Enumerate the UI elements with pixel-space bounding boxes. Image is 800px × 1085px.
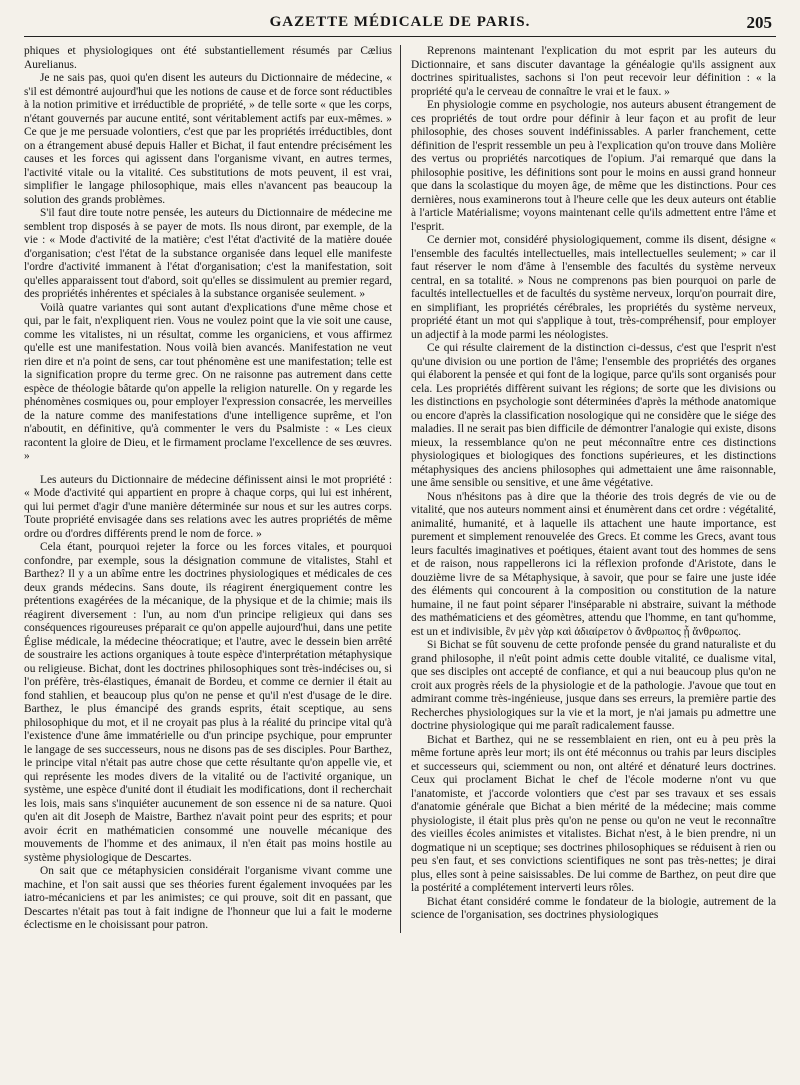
left-column <box>24 45 400 933</box>
page-header <box>24 14 776 37</box>
page-number: 205 <box>746 13 772 32</box>
paragraph: Bichat et Barthez, qui ne se ressemblaient en rien, ont eu à peu près la même fortune après leur mort; ils ont été méconnus ou trahis par leurs disciples et successeurs qui, sciemment ou non, ont altéré et dénaturé leurs doctrines. Ceux qui proclament Bichat le chef de l'école moderne n'ont vu que l'anatomiste, et j'accorde volontiers que c'est par ses travaux et ses essais d'anatomie générale que Bichat a bien mérité de la médecine; mais comme physiologiste, il était plus près qu'on ne pense ou qu'on ne veut le reconnaître des vieilles écoles animistes et vitalistes. Bichat n'est, à le bien prendre, ni un dogmatique ni un sceptique; ses doctrines philosophiques se réduisent à rien ou peu s'en faut, et ses convictions scientifiques ne sont pas très-nettes; je dirai plus, elles sont à peine saisissables. De lui comme de Barthez, on peut dire que la postérité a complétement interverti leurs rôles. <box>411 733 776 894</box>
journal-title: GAZETTE MÉDICALE DE PARIS. <box>269 14 531 30</box>
text-columns <box>24 45 776 933</box>
paragraph: phiques et physiologiques ont été substantiellement résumés par Cælius Aurelianus. <box>24 45 392 71</box>
paragraph: Je ne sais pas, quoi qu'en disent les auteurs du Dictionnaire de médecine, « s'il est démontré aujourd'hui que les notions de cause et de force sont réductibles à la notion primitive et irréductible de propriété, » de telle sorte « que les corps, n'étant gouvernés par aucune entité, sont véritablement actifs par eux-mêmes. » Ce que je me persuade volontiers, c'est que par les propriétés irréductibles, dont on a étrangement abusé depuis Haller et Bichat, il faut entendre précisément les causes et les forces qui agissent dans l'organisme vivant, en autres termes, l'activité vitale ou la vitalité. Ces substitutions de mots peuvent, il est vrai, simplifier le langage philosophique, mais elles n'avancent pas beaucoup la solution des grands problèmes. <box>24 72 392 206</box>
paragraph: Bichat étant considéré comme le fondateur de la biologie, autrement de la science de l'organisation, ses doctrines physiologiques <box>411 895 776 921</box>
paragraph: Reprenons maintenant l'explication du mot esprit par les auteurs du Dictionnaire, et sans discuter davantage la généalogie qu'ils assignent aux doctrines spiritualistes, sachons si l'on peut recevoir leur définition : « la propriété qu'a le cerveau de connaître le vrai et le faux. » <box>411 45 776 98</box>
paragraph: Ce qui résulte clairement de la distinction ci-dessus, c'est que l'esprit n'est qu'une division ou une portion de l'âme; l'ensemble des propriétés des organes qui élaborent la pensée et qui font de la logique, parce qu'ils sont organisés pour cela. Les propriétés diffèrent suivant les régions; de sorte que les divisions ou les distinctions en psychologie sont déterminées d'après la méthode anatomique ou encore d'après la classification nosologique qui ne considère que le siége des maladies. Il ne serait pas bien difficile de démontrer l'analogie qui existe, disons mieux, la ressemblance qu'on ne peut méconnaître entre ces distinctions physiologiques et biologiques des fonctions supérieures, et les distinctions métaphysiques des anciens philosophes qui admettaient une âme raisonnable, une âme sensible ou sensitive, et une âme végétative. <box>411 342 776 489</box>
right-column <box>400 45 776 933</box>
paragraph: Ce dernier mot, considéré physiologiquement, comme ils disent, désigne « l'ensemble des facultés intellectuelles, mais intellectuelles seulement; » car il faut réserver le nom d'âme à l'ensemble des facultés du système nerveux central, en sa totalité. » Nous ne comprenons pas bien pourquoi on parle de facultés intellectuelles et de facultés du système nerveux, lorqu'on pourrait dire, en simplifiant, les propriétés cérébrales, les propriétés du système nerveux, propriété étant un mot qui s'applique à tout, très-compréhensif, pour employer un adjectif à la mode parmi les néologistes. <box>411 234 776 341</box>
paragraph: Nous n'hésitons pas à dire que la théorie des trois degrés de vie ou de vitalité, que nos auteurs nomment ainsi et énumèrent dans cet ordre : végétalité, animalité, humanité, et à laquelle ils attachent une haute importance, est purement et simplement renouvelée des Grecs. Et comme les Grecs, avant tous leurs facultés imaginatives et poétiques, étaient avant tout des hommes de sens et de raison, nous rappellerons ici la réflexion profonde d'Aristote, dans le douzième livre de sa Métaphysique, à savoir, que pour se faire une juste idée des éléments qui concourent à la composition ou constitution de la nature humaine, il ne faut point séparer l'inséparable ni abstraire, suivant la méthode des mathématiciens et des géomètres, attendu que l'homme, en tant qu'homme, est un et indivisible, ἓν μὲν γὰρ καὶ ἀδιαίρετον ὁ ἄνθρωπος ᾗ ἄνθρωπος. <box>411 490 776 638</box>
paragraph: Voilà quatre variantes qui sont autant d'explications d'une même chose et qui, par le fait, n'expliquent rien. Vous ne voulez point que la vie soit une cause, comme les vitalistes, ni un résultat, comme les organiciens, et vous affirmez qu'elle est une manifestation. Nous voilà bien avancés. Manifestation ne veut rien dire et n'a point de sens, car tout phénomène est une manifestation; telle est la signification propre du terme grec. On ne raisonne pas autrement dans cette espèce de théologie bâtarde qu'on appelle la religion naturelle. On y regarde les phénomènes cosmiques ou, pour employer l'expression consacrée, les merveilles de la nature comme des manifestations d'une intelligence suprême, et l'on n'aboutit, en définitive, qu'à commenter le vers du Psalmiste : « Les cieux racontent la gloire de Dieu, et le firmament proclame l'excellence de ses œuvres. » <box>24 301 392 462</box>
paragraph: S'il faut dire toute notre pensée, les auteurs du Dictionnaire de médecine me semblent trop disposés à se payer de mots. Ils nous diront, par exemple, de la vie : « Mode d'activité de la matière; c'est l'état d'activité de la matière douée d'organisation; c'est l'état de la substance organisée dans lequel elle manifeste l'ordre d'activité immanent à l'état d'organisation; c'est la manifestation, soit qu'elles apparaissent tout d'abord, soit qu'elles se dissimulent au premier regard, des propriétés inhérentes et spéciales à la substance organisée seulement. » <box>24 207 392 300</box>
paragraph: En physiologie comme en psychologie, nos auteurs abusent étrangement de ces propriétés de tout ordre pour définir à leur façon et au profit de leur philosophie, des choses souvent indéfinissables. A parler franchement, cette définition de l'esprit ressemble un peu à l'explication qu'on trouve dans Molière des vertus ou propriétés narcotiques de l'opium. J'ai remarqué que dans la philosophie positive, les définitions sont pour le moins en aussi grand honneur que dans la scolastique du moyen âge, de même que les distinctions. Pour ces dernières, nous examinerons tout à l'heure celle que les deux auteurs ont établie à l'article Matérialisme; voyons maintenant celle qu'ils admettent entre l'âme et l'esprit. <box>411 99 776 233</box>
paragraph: Les auteurs du Dictionnaire de médecine définissent ainsi le mot propriété : « Mode d'activité qui appartient en propre à chaque corps, qui lui est inhérent, qui lui permet d'agir d'une manière déterminée sur nous et sur les autres corps. Toute propriété envisagée dans ses relations avec les autres propriétés de même ordre ou d'ordres différents prend le nom de force. » <box>24 473 392 540</box>
paragraph: Cela étant, pourquoi rejeter la force ou les forces vitales, et pourquoi confondre, par exemple, sous la désignation commune de vitalistes, Stahl et Barthez? Il y a un abîme entre les doctrines physiologiques et médicales de ces deux grands médecins. Sans doute, ils réagirent énergiquement contre les prétentions exagérées de la mécanique, de la physique et de la chimie; mais ils réagirent diversement : l'un, au nom d'un principe religieux qui dans ses conséquences rigoureuses préparait ce qu'on appelle aujourd'hui, dans une petite Église médicale, la médecine théocratique; et l'autre, avec le dessein bien arrêté de soustraire les actions organiques à toute espèce d'interprétation métaphysique ou religieuse. Bichat, dont les doctrines philosophiques sont très-indécises ou, si l'on préfère, très-élastiques, émanait de Bordeu, et comme ce dernier il était au fond stahlien, et beaucoup plus qu'on ne pense et qu'il n'est d'usage de le dire. Barthez, le plus émancipé des grands esprits, était sceptique, au sens philosophique du mot, et il ne croyait pas plus à la réalité du principe vital qu'à l'existence d'une âme immatérielle ou d'un principe psychique, pour emprunter le langage de ses successeurs, nous ne disons pas de ses disciples. Pour Barthez, le principe vital n'était pas autre chose que cette résultante qu'on appelle vie, et qui représente les modes divers de la vitalité ou de l'activité organique, un système, une espèce d'unité dont il étudiait les modifications, dont il recherchait les lois, mais sans s'inquiéter aucunement de son essence ni de sa nature. Quoi qu'en ait dit Joseph de Maistre, Barthez n'avait point peur des esprits; et pour avoir écrit en mathématicien consommé une nouvelle mécanique des mouvements de l'homme et des animaux, il n'en était pas moins hostile au système physiologique de Descartes. <box>24 541 392 864</box>
paragraph: Si Bichat se fût souvenu de cette profonde pensée du grand naturaliste et du grand philosophe, il n'eût point admis cette double vitalité, ce dualisme vital, que ses disciples ont accepté de confiance, et qui a nui beaucoup plus qu'on ne croit aux progrès réels de la physiologie et de la pathologie. J'avoue que tout en admirant comme très-ingénieuse, jusque dans ses erreurs, la première partie des Recherches physiologiques sur la vie et la mort, je n'ai jamais pu admettre une doctrine physiologique qui me paraît radicalement fausse. <box>411 639 776 732</box>
paragraph: On sait que ce métaphysicien considérait l'organisme vivant comme une machine, et l'on sait aussi que ses théories furent également invoquées par les iatro-mécaniciens et par les animistes; ce qui prouve, soit dit en passant, que Descartes n'était pas tout à fait indigne de l'honneur que lui a fait le moderne éclectisme en le choisissant pour patron. <box>24 865 392 931</box>
